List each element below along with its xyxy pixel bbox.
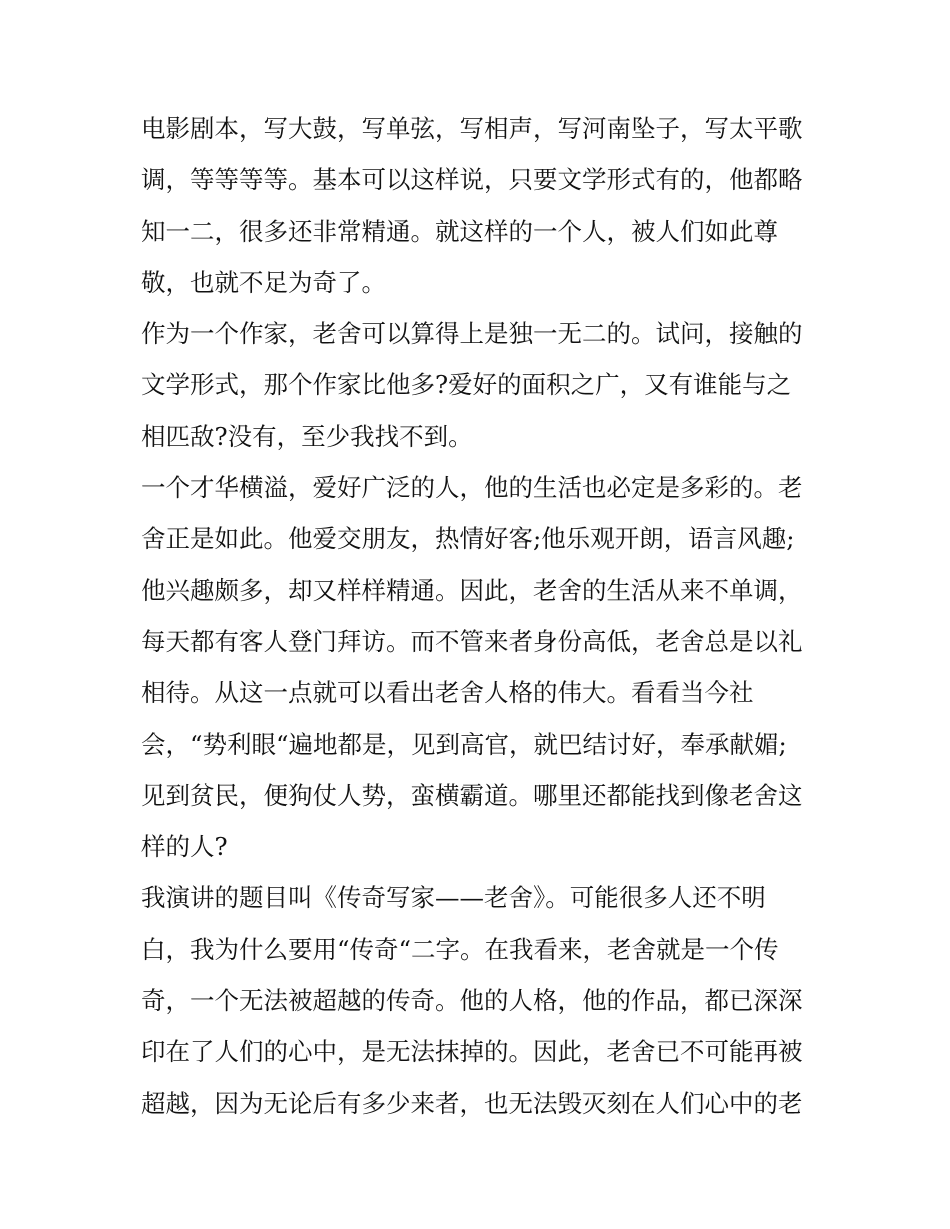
- text-line: 印在了人们的心中，是无法抹掉的。因此，老舍已不可能再被: [141, 1037, 803, 1067]
- text-line: 奇，一个无法被超越的传奇。他的人格，他的作品，都已深深: [141, 986, 803, 1016]
- text-line: 知一二，很多还非常精通。就这样的一个人，被人们如此尊: [141, 216, 778, 246]
- text-line: 调，等等等等。基本可以这样说，只要文学形式有的，他都略: [141, 165, 803, 195]
- text-line: 我演讲的题目叫《传奇写家——老舍》。可能很多人还不明: [141, 883, 766, 913]
- text-line: 相匹敌?没有，至少我找不到。: [141, 421, 473, 451]
- text-line: 见到贫民，便狗仗人势，蛮横霸道。哪里还都能找到像老舍这: [141, 780, 803, 810]
- text-line: 样的人?: [141, 832, 228, 862]
- text-line: 会，“势利眼“遍地都是，见到高官，就巴结讨好，奉承献媚;: [141, 729, 787, 759]
- text-line: 相待。从这一点就可以看出老舍人格的伟大。看看当今社: [141, 678, 754, 708]
- text-line: 文学形式，那个作家比他多?爱好的面积之广，又有谁能与之: [141, 370, 792, 400]
- text-line: 作为一个作家，老舍可以算得上是独一无二的。试问，接触的: [141, 319, 803, 349]
- text-line: 电影剧本，写大鼓，写单弦，写相声，写河南坠子，写太平歌: [141, 114, 803, 143]
- text-line: 他兴趣颇多，却又样样精通。因此，老舍的生活从来不单调，: [141, 575, 803, 605]
- text-line: 敬，也就不足为奇了。: [141, 267, 386, 297]
- text-line: 白，我为什么要用“传奇“二字。在我看来，老舍就是一个传: [141, 934, 779, 964]
- text-line: 一个才华横溢，爱好广泛的人，他的生活也必定是多彩的。老: [141, 473, 803, 503]
- text-line: 每天都有客人登门拜访。而不管来者身份高低，老舍总是以礼: [141, 626, 803, 656]
- text-line: 舍正是如此。他爱交朋友，热情好客;他乐观开朗，语言风趣;: [141, 524, 795, 554]
- body-text: [141, 103, 821, 1129]
- text-line: 超越，因为无论后有多少来者，也无法毁灭刻在人们心中的老: [141, 1088, 803, 1118]
